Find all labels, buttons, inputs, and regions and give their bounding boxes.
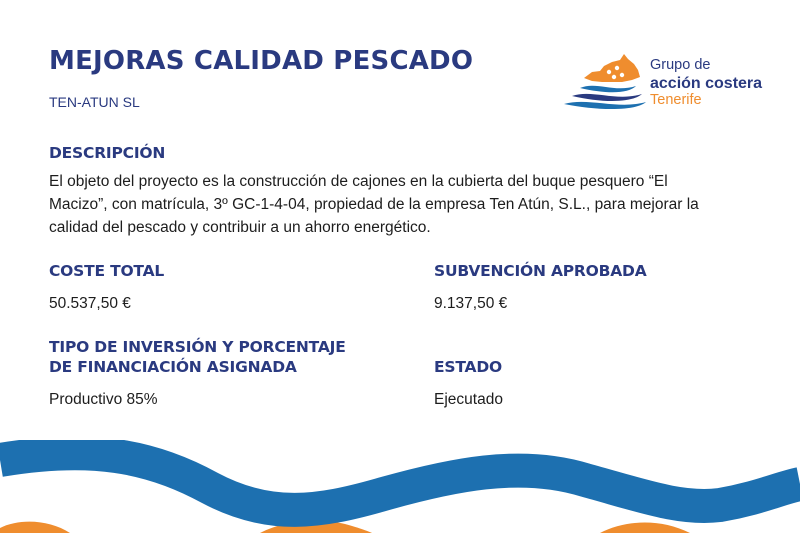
logo-line-3: Tenerife xyxy=(650,92,702,108)
company-name: TEN-ATUN SL xyxy=(49,94,140,110)
estado-value: Ejecutado xyxy=(434,391,503,408)
coste-total-value: 50.537,50 € xyxy=(49,295,131,312)
tipo-inversion-heading xyxy=(49,337,346,377)
coste-total-heading: COSTE TOTAL xyxy=(49,262,165,280)
estado-heading: ESTADO xyxy=(434,358,502,376)
project-title: MEJORAS CALIDAD PESCADO xyxy=(49,46,474,76)
logo-text xyxy=(650,57,762,110)
subvencion-value: 9.137,50 € xyxy=(434,295,508,312)
tipo-inversion-value: Productivo 85% xyxy=(49,391,158,408)
description-line-1: El objeto del proyecto es la construcción de cajones en la cubierta del buque pesquero “El xyxy=(49,173,668,190)
decorative-waves xyxy=(0,440,800,533)
tipo-inversion-heading-line-1: TIPO DE INVERSIÓN Y PORCENTAJE xyxy=(49,338,346,356)
subvencion-heading: SUBVENCIÓN APROBADA xyxy=(434,262,647,280)
description-line-2: Macizo”, con matrícula, 3º GC-1-4-04, propiedad de la empresa Ten Atún, S.L., para mejorar la xyxy=(49,196,699,213)
logo-line-1: Grupo de xyxy=(650,57,711,73)
logo-line-2: acción costera xyxy=(650,74,763,92)
description-heading: DESCRIPCIÓN xyxy=(49,144,166,162)
description-line-3: calidad del pescado y contribuir a un ahorro energético. xyxy=(49,219,431,236)
description-text xyxy=(49,170,699,239)
tipo-inversion-heading-line-2: DE FINANCIACIÓN ASIGNADA xyxy=(49,358,297,376)
